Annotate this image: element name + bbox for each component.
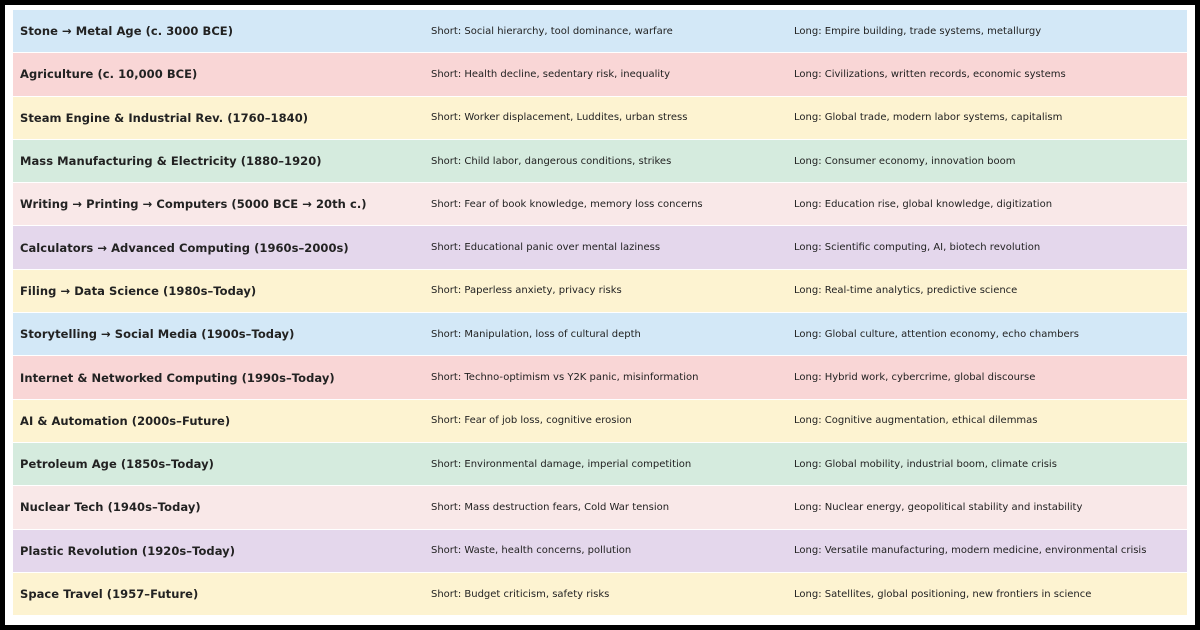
long-term-impact-cell: Long: Civilizations, written records, economic systems	[794, 68, 1066, 80]
short-term-impact-cell: Short: Educational panic over mental laziness	[431, 242, 661, 254]
era-cell: Filing → Data Science (1980s–Today)	[20, 283, 257, 298]
long-term-impact-cell: Long: Global mobility, industrial boom, climate crisis	[794, 458, 1057, 470]
long-term-impact-cell: Long: Scientific computing, AI, biotech revolution	[794, 242, 1041, 254]
document-frame	[5, 5, 1195, 625]
short-term-impact-cell: Short: Techno-optimism vs Y2K panic, misinformation	[431, 372, 699, 384]
table-row	[13, 313, 1187, 355]
technology-impact-table	[13, 10, 1187, 616]
table-row	[13, 400, 1187, 442]
long-term-impact-cell: Long: Satellites, global positioning, new frontiers in science	[794, 588, 1092, 600]
short-term-impact-cell: Short: Fear of job loss, cognitive erosion	[431, 415, 632, 427]
short-term-impact-cell: Short: Child labor, dangerous conditions, strikes	[431, 155, 672, 167]
era-cell: Petroleum Age (1850s–Today)	[20, 457, 214, 472]
short-term-impact-cell: Short: Fear of book knowledge, memory loss concerns	[431, 198, 703, 210]
long-term-impact-cell: Long: Nuclear energy, geopolitical stability and instability	[794, 501, 1083, 513]
table-row	[13, 183, 1187, 225]
era-cell: Writing → Printing → Computers (5000 BCE → 20th c.)	[20, 197, 367, 212]
short-term-impact-cell: Short: Health decline, sedentary risk, inequality	[431, 68, 670, 80]
era-cell: Nuclear Tech (1940s–Today)	[20, 500, 201, 515]
table-row	[13, 573, 1187, 615]
era-cell: Plastic Revolution (1920s–Today)	[20, 543, 236, 558]
short-term-impact-cell: Short: Manipulation, loss of cultural depth	[431, 328, 641, 340]
short-term-impact-cell: Short: Mass destruction fears, Cold War tension	[431, 501, 670, 513]
long-term-impact-cell: Long: Consumer economy, innovation boom	[794, 155, 1016, 167]
era-cell: Calculators → Advanced Computing (1960s–2000s)	[20, 240, 349, 255]
table-row	[13, 226, 1187, 268]
long-term-impact-cell: Long: Real-time analytics, predictive science	[794, 285, 1018, 297]
era-cell: Steam Engine & Industrial Rev. (1760–1840)	[20, 110, 309, 125]
short-term-impact-cell: Short: Budget criticism, safety risks	[431, 588, 610, 600]
table-row	[13, 486, 1187, 528]
era-cell: Agriculture (c. 10,000 BCE)	[20, 67, 198, 82]
era-cell: Stone → Metal Age (c. 3000 BCE)	[20, 24, 234, 39]
short-term-impact-cell: Short: Worker displacement, Luddites, urban stress	[431, 112, 688, 124]
era-cell: Space Travel (1957–Future)	[20, 587, 199, 601]
table-row	[13, 53, 1187, 95]
short-term-impact-cell: Short: Waste, health concerns, pollution	[431, 545, 632, 557]
long-term-impact-cell: Long: Global trade, modern labor systems, capitalism	[794, 112, 1063, 124]
table-row	[13, 97, 1187, 139]
short-term-impact-cell: Short: Paperless anxiety, privacy risks	[431, 285, 622, 297]
long-term-impact-cell: Long: Hybrid work, cybercrime, global discourse	[794, 372, 1036, 384]
long-term-impact-cell: Long: Education rise, global knowledge, digitization	[794, 198, 1053, 210]
long-term-impact-cell: Long: Cognitive augmentation, ethical dilemmas	[794, 415, 1038, 427]
table-row	[13, 10, 1187, 52]
era-cell: Storytelling → Social Media (1900s–Today)	[20, 327, 295, 342]
long-term-impact-cell: Long: Versatile manufacturing, modern medicine, environmental crisis	[794, 545, 1147, 557]
table-row	[13, 140, 1187, 182]
table-row	[13, 270, 1187, 312]
era-cell: Internet & Networked Computing (1990s–Today)	[20, 370, 335, 385]
table-row	[13, 443, 1187, 485]
long-term-impact-cell: Long: Empire building, trade systems, metallurgy	[794, 25, 1042, 37]
era-cell: AI & Automation (2000s–Future)	[20, 413, 231, 428]
short-term-impact-cell: Short: Environmental damage, imperial competition	[431, 458, 692, 470]
short-term-impact-cell: Short: Social hierarchy, tool dominance, warfare	[431, 25, 673, 37]
era-cell: Mass Manufacturing & Electricity (1880–1920)	[20, 154, 322, 169]
long-term-impact-cell: Long: Global culture, attention economy, echo chambers	[794, 328, 1079, 340]
table-row	[13, 356, 1187, 398]
table-row	[13, 530, 1187, 572]
